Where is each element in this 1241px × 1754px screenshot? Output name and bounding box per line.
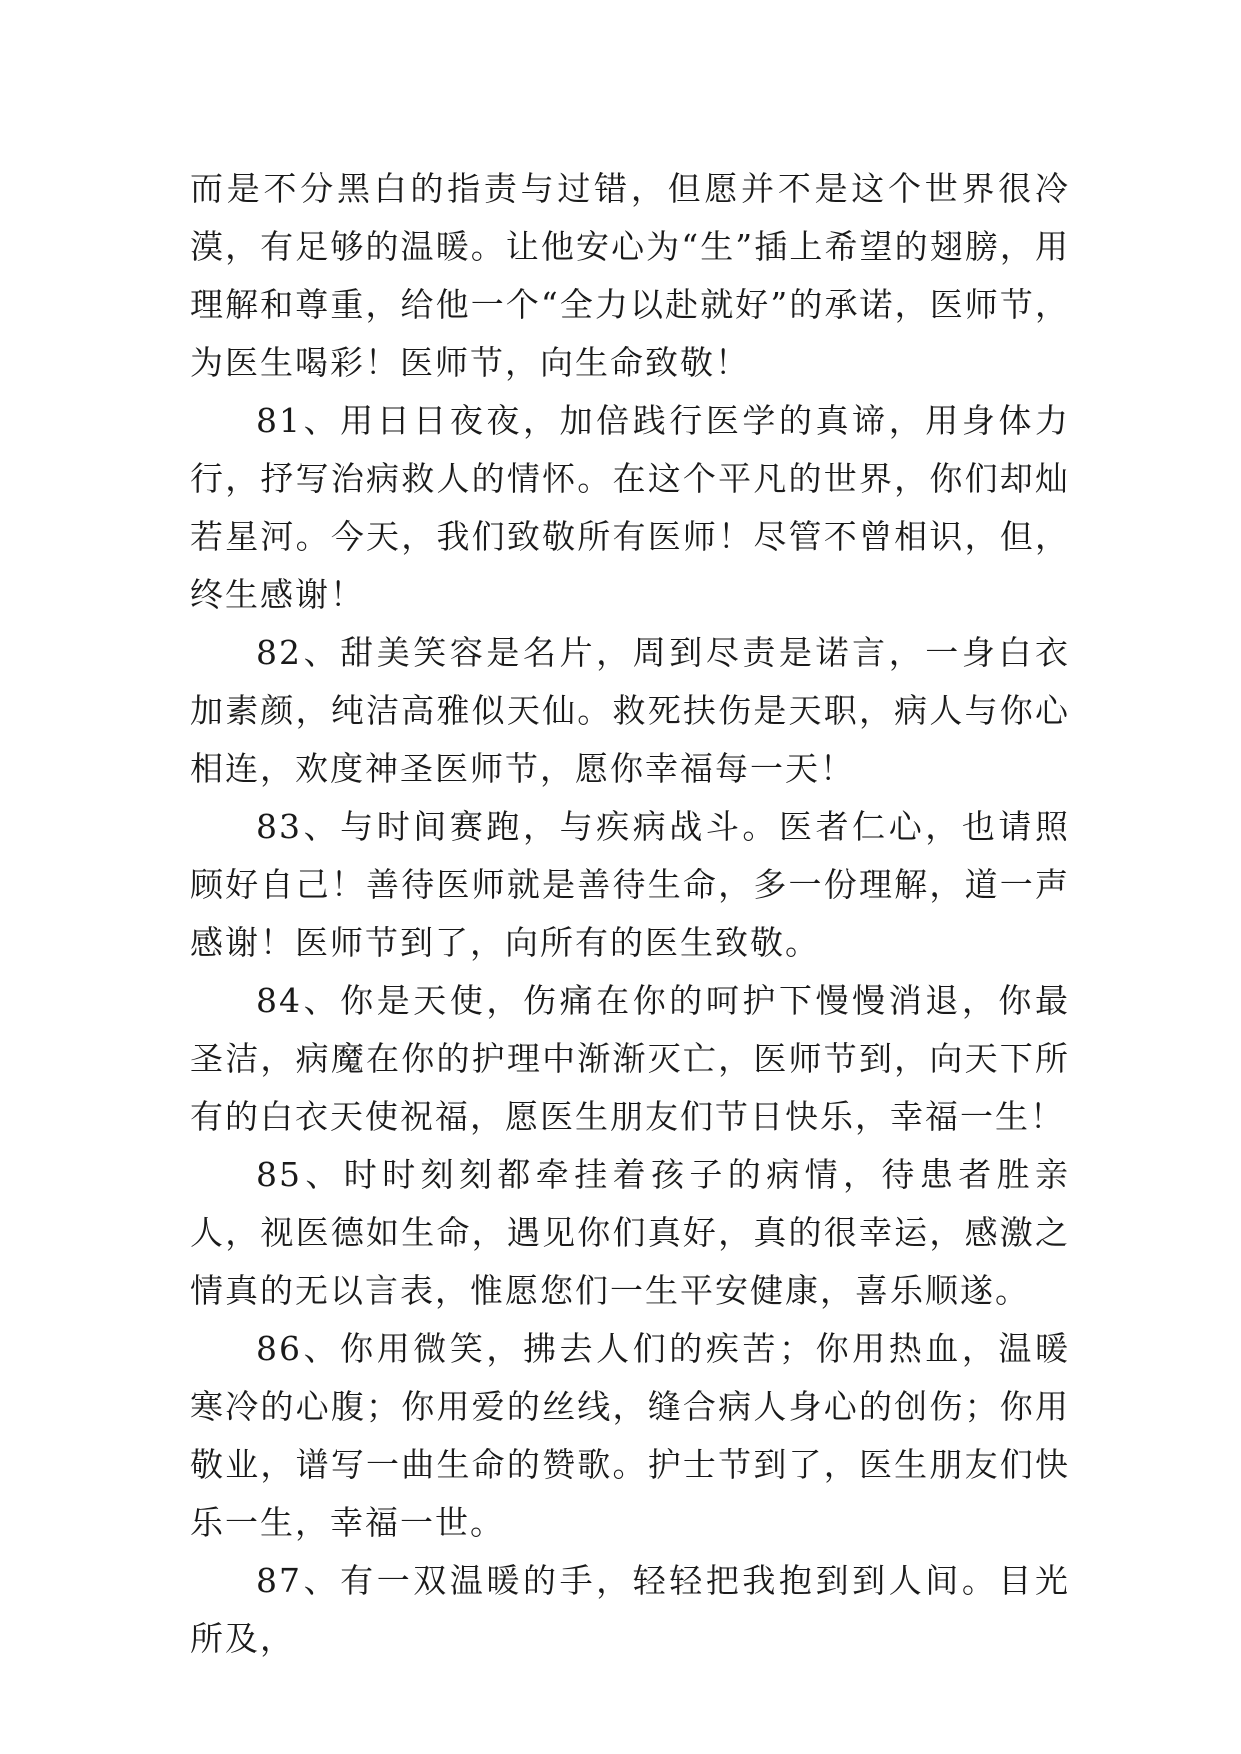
paragraph-84: 84、你是天使，伤痛在你的呵护下慢慢消退，你最圣洁，病魔在你的护理中渐渐灭亡，医师节到，向天下所有的白衣天使祝福，愿医生朋友们节日快乐，幸福一生！ bbox=[190, 981, 1070, 1136]
paragraph-87: 87、有一双温暖的手，轻轻把我抱到到人间。目光所及， bbox=[190, 1561, 1070, 1658]
paragraph-85: 85、时时刻刻都牵挂着孩子的病情，待患者胜亲人，视医德如生命，遇见你们真好，真的很幸运，感激之情真的无以言表，惟愿您们一生平安健康，喜乐顺遂。 bbox=[190, 1155, 1070, 1310]
paragraph-83: 83、与时间赛跑，与疾病战斗。医者仁心，也请照顾好自己！善待医师就是善待生命，多一份理解，道一声感谢！医师节到了，向所有的医生致敬。 bbox=[190, 807, 1070, 962]
paragraph-82: 82、甜美笑容是名片，周到尽责是诺言，一身白衣加素颜，纯洁高雅似天仙。救死扶伤是天职，病人与你心相连，欢度神圣医师节，愿你幸福每一天！ bbox=[190, 633, 1070, 788]
paragraph-86: 86、你用微笑，拂去人们的疾苦；你用热血，温暖寒冷的心腹；你用爱的丝线，缝合病人身心的创伤；你用敬业，谱写一曲生命的赞歌。护士节到了，医生朋友们快乐一生，幸福一世。 bbox=[190, 1329, 1070, 1542]
document-body bbox=[190, 160, 1070, 1668]
paragraph-81: 81、用日日夜夜，加倍践行医学的真谛，用身体力行，抒写治病救人的情怀。在这个平凡的世界，你们却灿若星河。今天，我们致敬所有医师！尽管不曾相识，但，终生感谢！ bbox=[190, 401, 1070, 614]
paragraph-continuation: 而是不分黑白的指责与过错，但愿并不是这个世界很冷漠，有足够的温暖。让他安心为“生”插上希望的翅膀，用理解和尊重，给他一个“全力以赴就好”的承诺，医师节，为医生喝彩！医师节，向生命致敬！ bbox=[190, 169, 1070, 382]
